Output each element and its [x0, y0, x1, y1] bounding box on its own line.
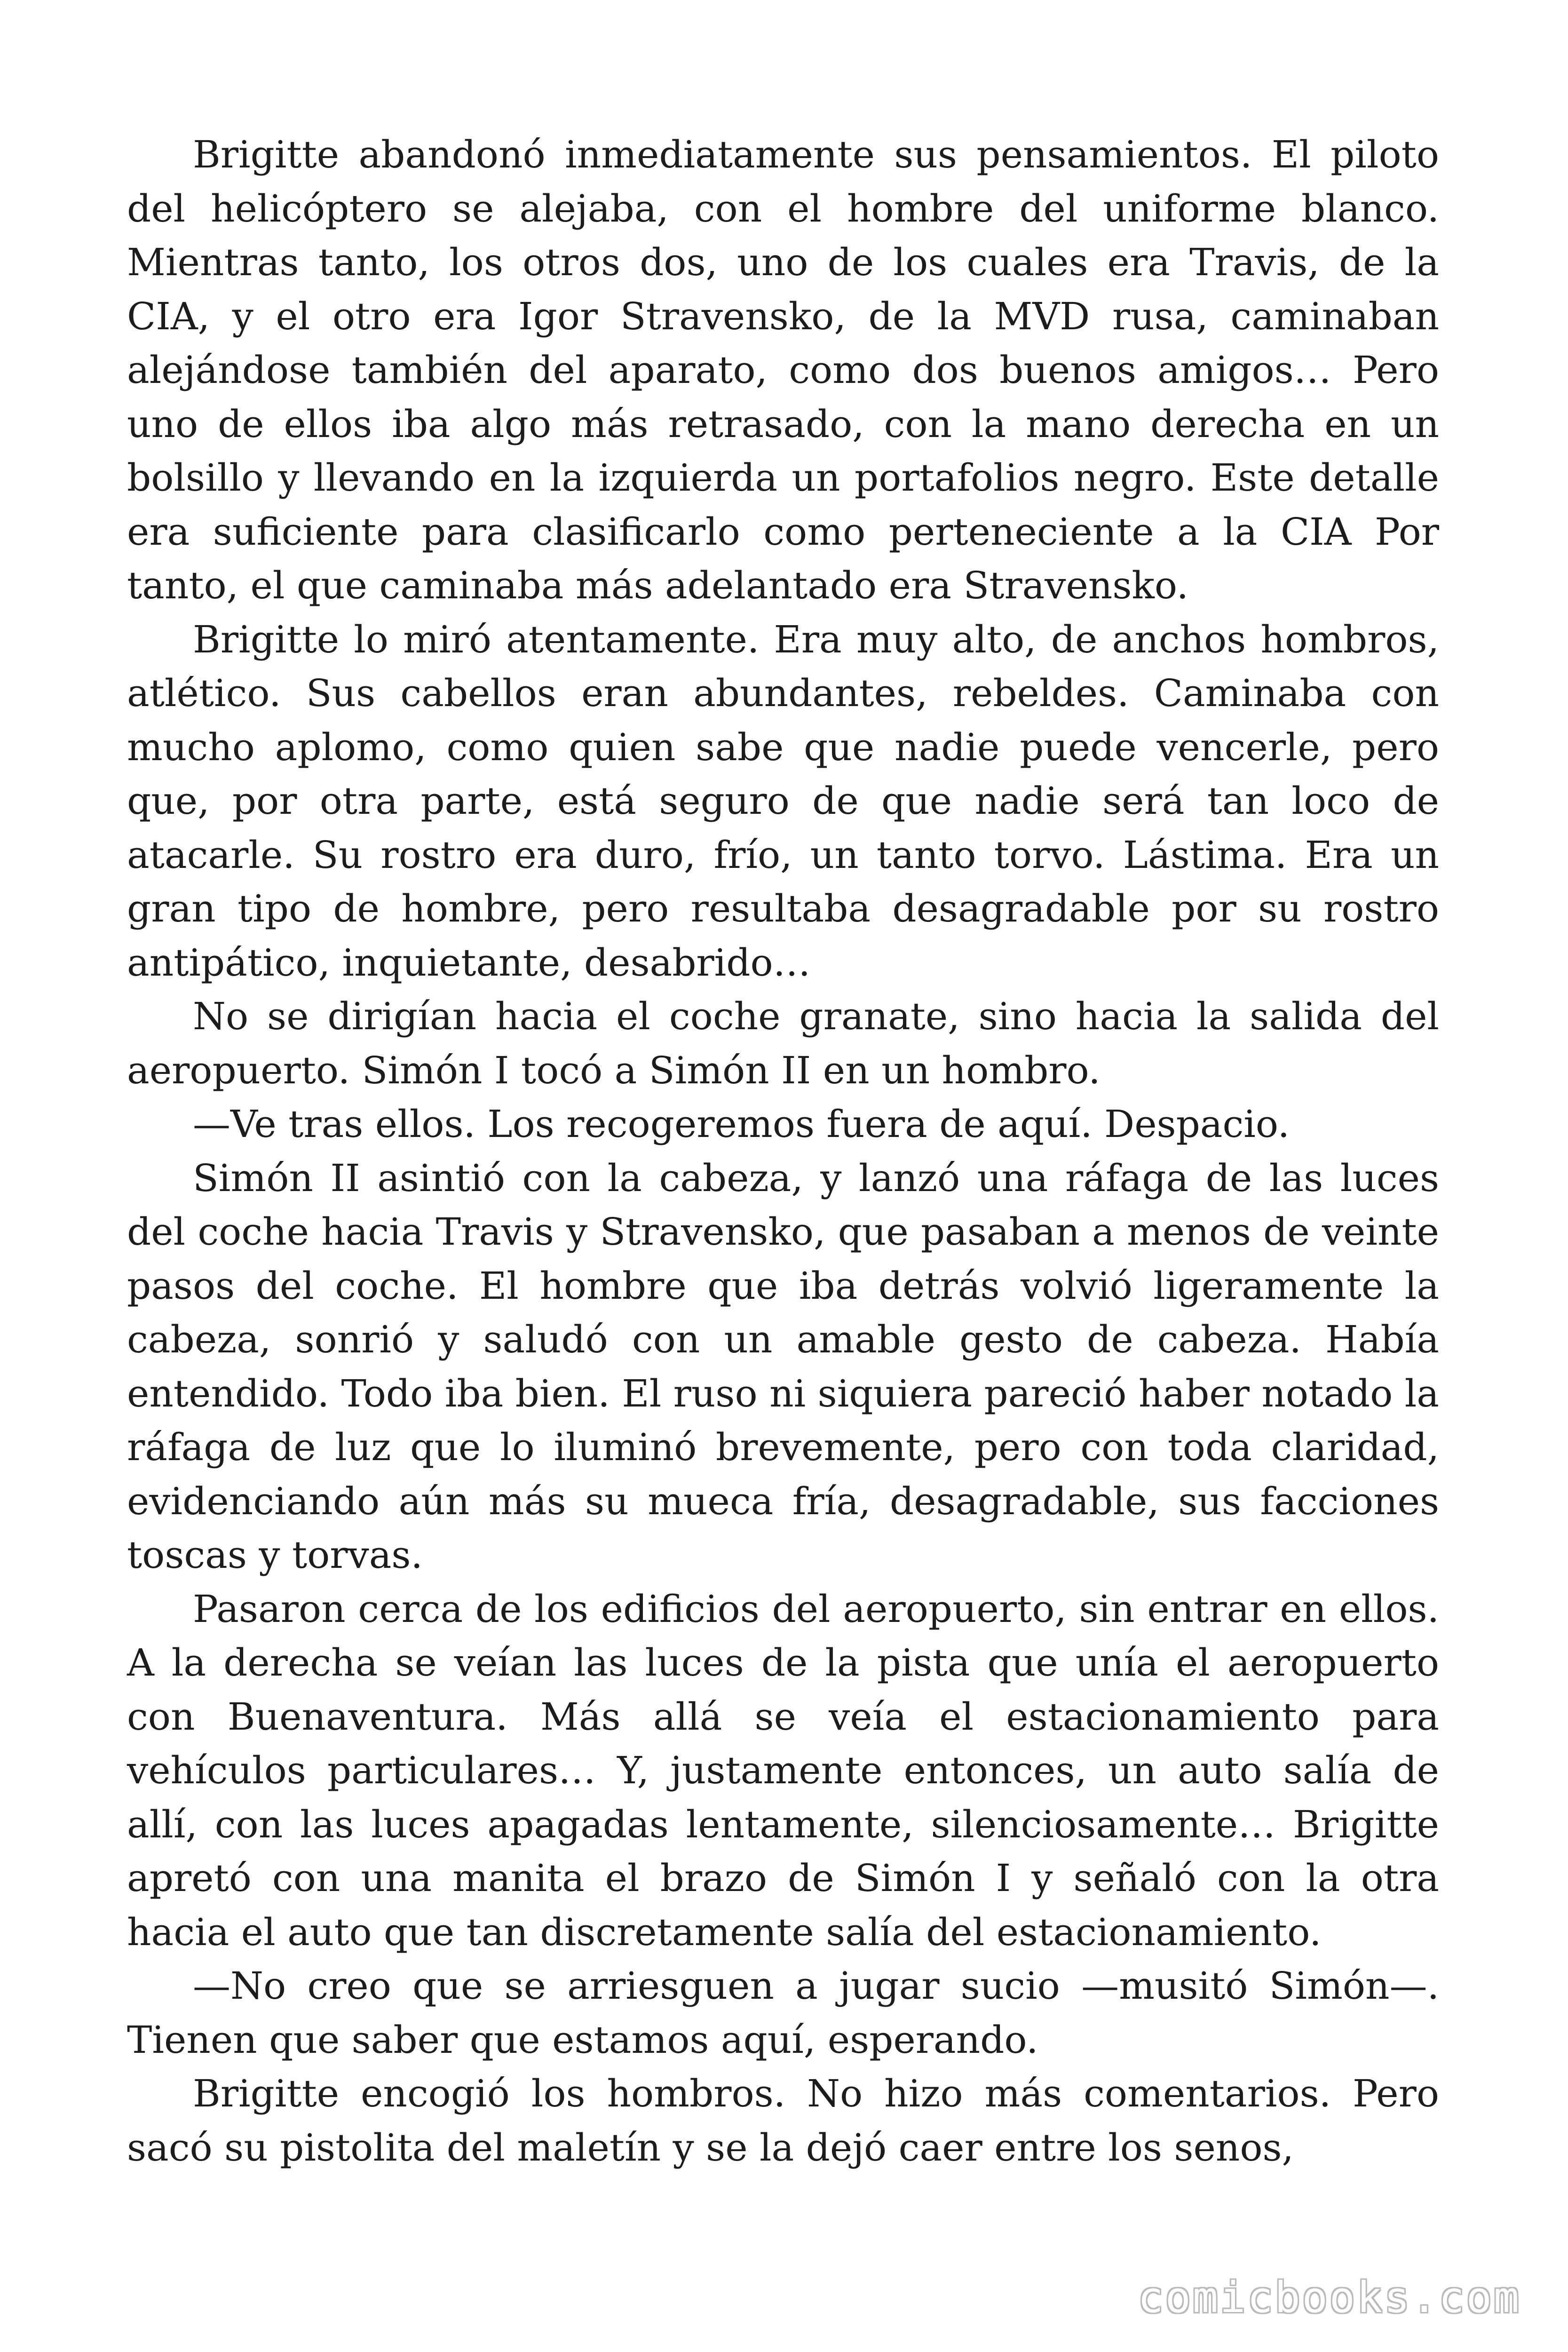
paragraph-2: Brigitte lo miró atentamente. Era muy alto, de anchos hombros, atlético. Sus cabellos eran abundantes, rebeldes. Caminaba con mucho aplomo, como quien sabe que nadie puede vencerle, pero que, por otra parte, está seguro de que nadie será tan loco de atacarle. Su rostro era duro, frío, un tanto torvo. Lástima. Era un gran tipo de hombre, pero resultaba desagradable por su rostro antipático, inquietante, desabrido… [127, 617, 1439, 985]
paragraph-5: Simón II asintió con la cabeza, y lanzó una ráfaga de las luces del coche hacia Travis y Stravensko, que pasaban a menos de veinte pasos del coche. El hombre que iba detrás volvió ligeramente la cabeza, sonrió y saludó con un amable gesto de cabeza. Había entendido. Todo iba bien. El ruso ni siquiera pareció haber notado la ráfaga de luz que lo iluminó brevemente, pero con toda claridad, evidenciando aún más su mueca fría, desagradable, sus facciones toscas y torvas. [127, 1156, 1439, 1577]
watermark-text: comicbooks.com [1138, 2273, 1521, 2322]
paragraph-8: Brigitte encogió los hombros. No hizo más comentarios. Pero sacó su pistolita del maletín y se la dejó caer entre los senos, [127, 2072, 1439, 2169]
paragraph-4: —Ve tras ellos. Los recogeremos fuera de aquí. Despacio. [193, 1102, 1290, 1146]
paragraph-3: No se dirigían hacia el coche granate, sino hacia la salida del aeropuerto. Simón I tocó a Simón II en un hombro. [127, 994, 1439, 1092]
paragraph-1: Brigitte abandonó inmediatamente sus pensamientos. El piloto del helicóptero se alejaba, con el hombre del uniforme blanco. Mientras tanto, los otros dos, uno de los cuales era Travis, de la CIA, y el otro era Igor Stravensko, de la MVD rusa, caminaban alejándose también del aparato, como dos buenos amigos… Pero uno de ellos iba algo más retrasado, con la mano derecha en un bolsillo y llevando en la izquierda un portafolios negro. Este detalle era suficiente para clasificarlo como perteneciente a la CIA Por tanto, el que caminaba más adelantado era Stravensko. [127, 133, 1439, 607]
paragraph-7: —No creo que se arriesguen a jugar sucio —musitó Simón—. Tienen que saber que estamos aquí, esperando. [127, 1964, 1439, 2062]
body-text [127, 128, 1439, 2175]
paragraph-6: Pasaron cerca de los edificios del aeropuerto, sin entrar en ellos. A la derecha se veían las luces de la pista que unía el aeropuerto con Buenaventura. Más allá se veía el estacionamiento para vehículos particulares… Y, justamente entonces, un auto salía de allí, con las luces apagadas lentamente, silenciosamente… Brigitte apretó con una manita el brazo de Simón I y señaló con la otra hacia el auto que tan discretamente salía del estacionamiento. [127, 1587, 1439, 1954]
